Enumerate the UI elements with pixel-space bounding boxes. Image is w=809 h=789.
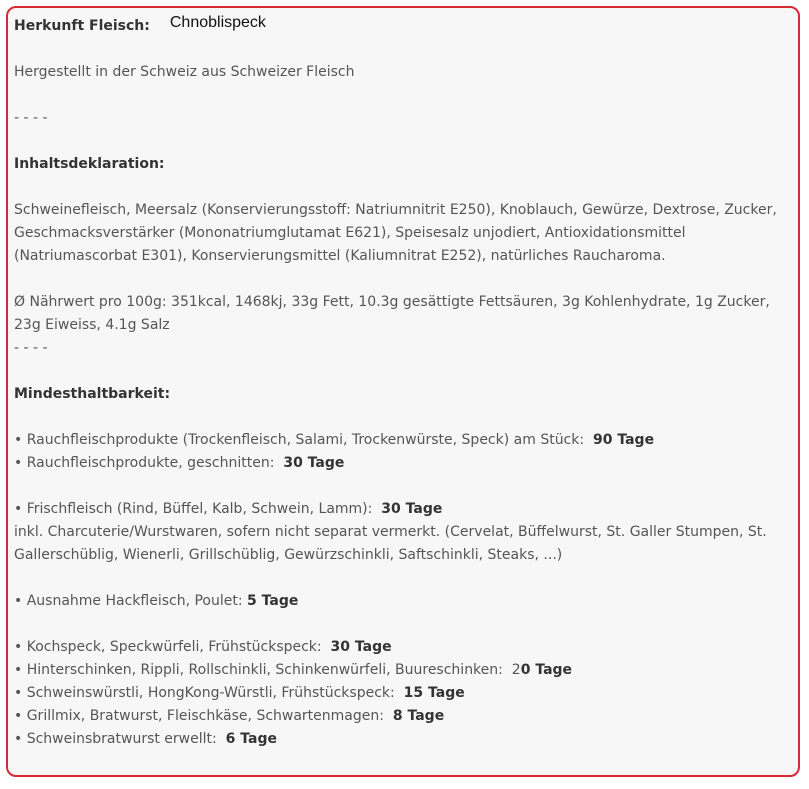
ingredients-text: Schweinefleisch, Meersalz (Konservierungsstoff: Natriumnitrit E250), Knoblauch, Gewürze, Dextrose, Zucker, Geschmacksverstärker (Mononatriumglutamat E621), Speisesalz unjodiert, Antioxidationsmittel (Natriumascorbat E301), Konservierungsmittel (Kaliumnitrat E252), natürliches Raucharoma. [14,202,777,264]
shelf-life-item-text: • Grillmix, Bratwurst, Fleischkäse, Schwartenmagen: [14,708,384,724]
shelf-life-days: 30 Tage [283,455,345,471]
shelf-life-item-text: • Schweinsbratwurst erwellt: [14,731,217,747]
shelf-life-item [14,659,798,682]
shelf-life-item [14,682,798,705]
fresh-meat-note: inkl. Charcuterie/Wurstwaren, sofern nicht separat vermerkt. (Cervelat, Büffelwurst, St. Galler Stumpen, St. Gallerschüblig, Wienerli, Grillschüblig, Gewürzschinkli, Saftschinkli, Steaks, ...) [14,524,767,563]
shelf-life-item-text: • Hinterschinken, Rippli, Rollschinkli, Schinkenwürfeli, Buureschinken: [14,662,503,678]
product-info-content [14,14,798,751]
shelf-life-days: 5 Tage [247,593,299,609]
shelf-life-item [14,590,798,613]
shelf-life-item [14,705,798,728]
shelf-life-days-prefix: 2 [511,662,521,678]
shelf-life-item-text: • Frischfleisch (Rind, Büffel, Kalb, Schwein, Lamm): [14,501,373,517]
product-info-panel [6,6,800,777]
shelf-life-days: 15 Tage [403,685,465,701]
origin-label: Herkunft Fleisch: [14,18,150,34]
shelf-life-days: 0 Tage [520,662,573,678]
shelf-life-days: 30 Tage [381,501,443,517]
nutrition-text: Ø Nährwert pro 100g: 351kcal, 1468kj, 33g Fett, 10.3g gesättigte Fettsäuren, 3g Kohlenhydrate, 1g Zucker, 23g Eiweiss, 4.1g Salz [14,294,770,333]
shelf-life-days: 30 Tage [330,639,392,655]
shelf-life-days: 6 Tage [225,731,277,747]
shelf-life-item-text: • Rauchfleischprodukte, geschnitten: [14,455,275,471]
separator-1: - - - - [14,110,48,126]
shelf-life-item-text: • Schweinswürstli, HongKong-Würstli, Frühstückspeck: [14,685,395,701]
shelf-life-item [14,498,798,521]
shelf-life-heading: Mindesthaltbarkeit: [14,386,171,402]
ingredients-heading: Inhaltsdeklaration: [14,156,165,172]
shelf-life-item-text: • Kochspeck, Speckwürfeli, Frühstückspeck: [14,639,322,655]
origin-text: Hergestellt in der Schweiz aus Schweizer Fleisch [14,64,355,80]
separator-2: - - - - [14,340,48,356]
shelf-life-days: 8 Tage [392,708,445,724]
product-name: Chnoblispeck [169,14,266,31]
origin-row [14,14,798,38]
shelf-life-item [14,728,798,751]
shelf-life-item [14,452,798,475]
shelf-life-item-text: • Ausnahme Hackfleisch, Poulet: [14,593,243,609]
shelf-life-item-text: • Rauchfleischprodukte (Trockenfleisch, Salami, Trockenwürste, Speck) am Stück: [14,432,585,448]
shelf-life-item [14,429,798,452]
shelf-life-days: 90 Tage [593,432,655,448]
shelf-life-item [14,636,798,659]
